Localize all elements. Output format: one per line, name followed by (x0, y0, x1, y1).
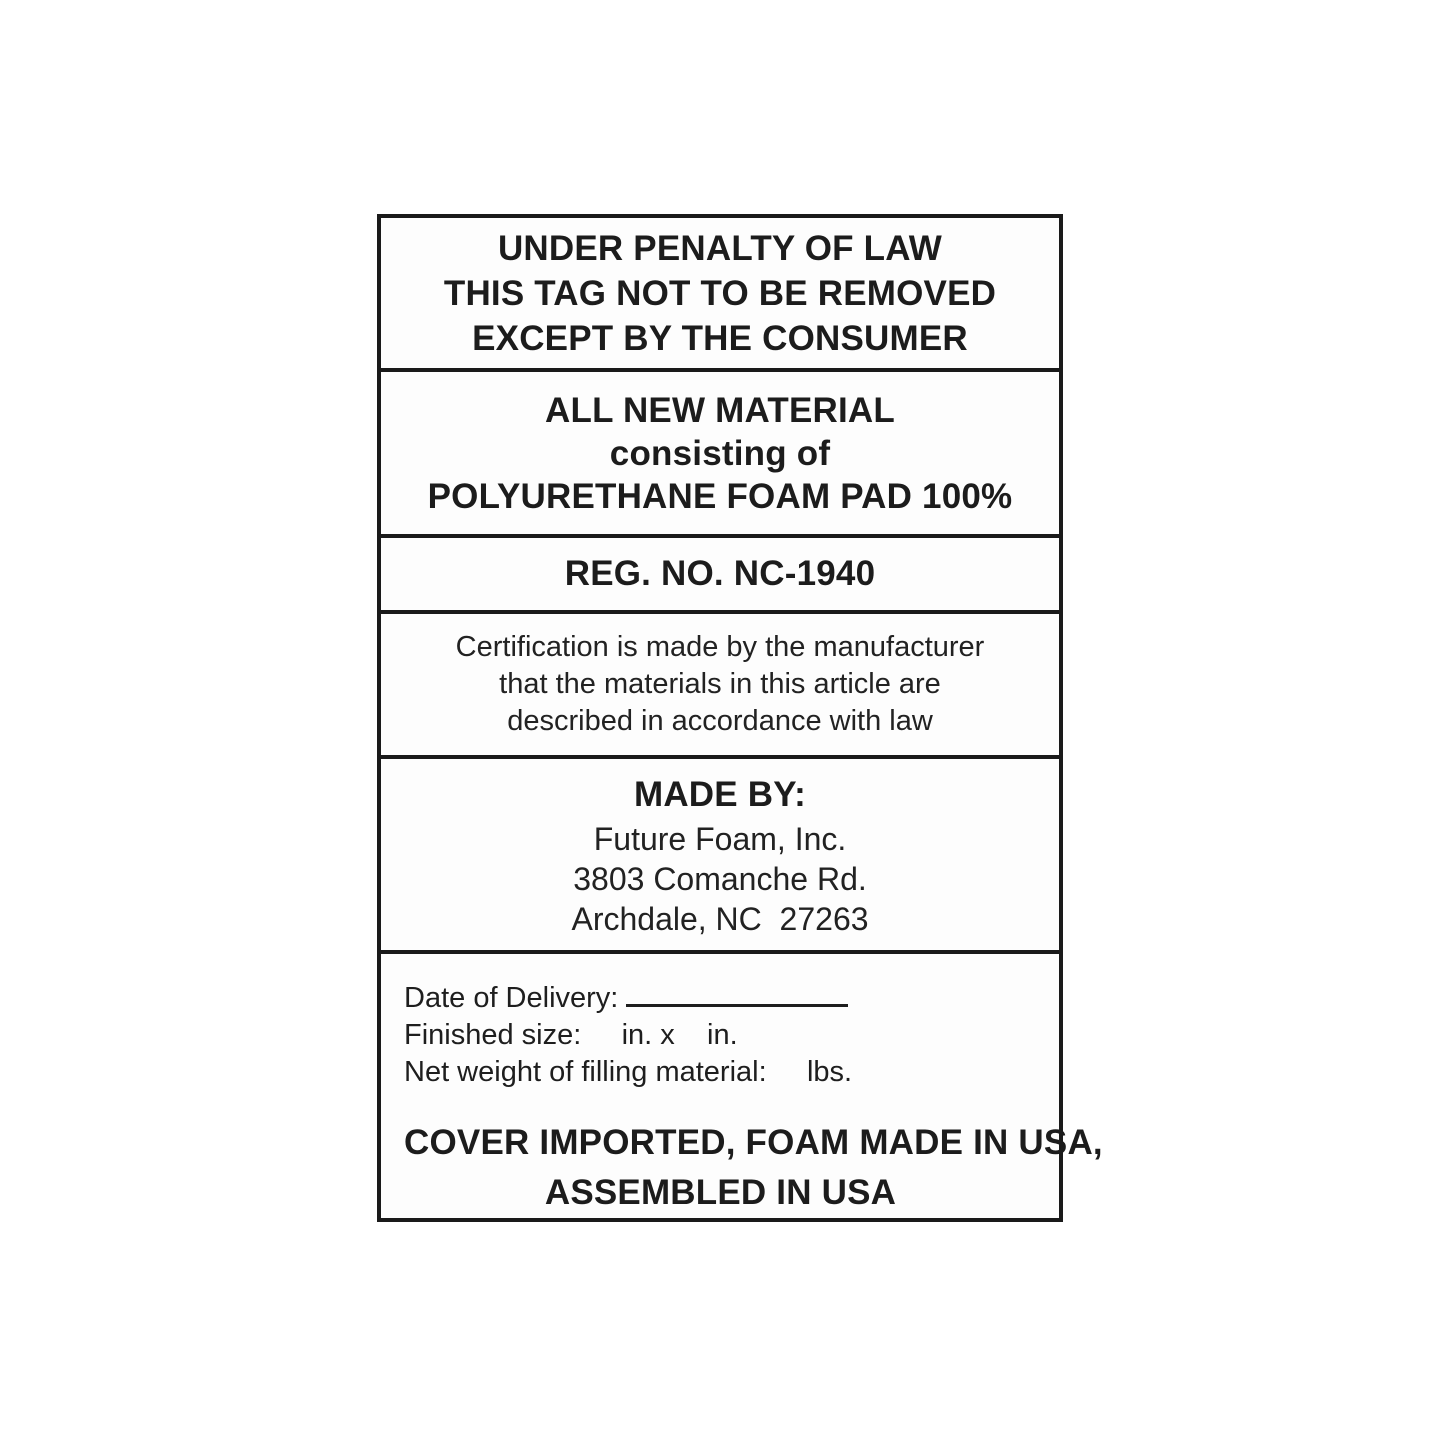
origin-line-1: COVER IMPORTED, FOAM MADE IN USA, (404, 1123, 1103, 1162)
certification-line-2: that the materials in this article are (499, 668, 941, 700)
manufacturer-name: Future Foam, Inc. (593, 820, 847, 857)
certification-line-1: Certification is made by the manufacturer (455, 631, 985, 663)
penalty-line-1: UNDER PENALTY OF LAW (497, 228, 943, 268)
origin-statement (404, 1118, 1103, 1218)
certification-line-3: described in accordance with law (507, 705, 933, 737)
manufacturer-city-state-zip: Archdale, NC 27263 (571, 900, 869, 937)
material-section (381, 368, 1059, 534)
registration-number: REG. NO. NC-1940 (564, 554, 876, 593)
penalty-line-2: THIS TAG NOT TO BE REMOVED (443, 273, 997, 313)
material-line-2: consisting of (609, 433, 831, 473)
net-weight-line: Net weight of filling material: lbs. (404, 1056, 853, 1088)
manufacturer-street: 3803 Comanche Rd. (573, 860, 867, 897)
made-by-heading: MADE BY: (633, 774, 807, 814)
date-of-delivery-blank (626, 974, 848, 1007)
details-section (381, 950, 1103, 1218)
made-by-section (381, 755, 1059, 950)
registration-section (381, 534, 1059, 610)
material-line-3: POLYURETHANE FOAM PAD 100% (427, 476, 1013, 516)
date-of-delivery-line (404, 974, 1037, 1017)
finished-size-line: Finished size: in. x in. (404, 1019, 738, 1051)
date-of-delivery-label: Date of Delivery: (404, 982, 619, 1014)
law-label (377, 214, 1103, 1222)
penalty-section (381, 218, 1059, 368)
origin-line-2: ASSEMBLED IN USA (544, 1173, 897, 1212)
certification-section (381, 610, 1059, 755)
penalty-line-3: EXCEPT BY THE CONSUMER (472, 318, 968, 358)
material-line-1: ALL NEW MATERIAL (545, 390, 895, 430)
